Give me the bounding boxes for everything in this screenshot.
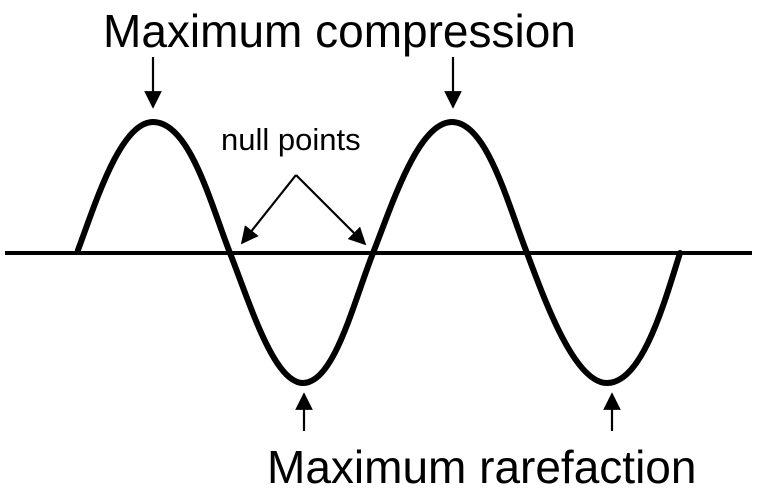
arrow-null-point-left xyxy=(242,175,296,243)
arrow-null-point-right xyxy=(296,175,365,244)
maximum-compression-label: Maximum compression xyxy=(103,5,576,57)
maximum-rarefaction-label: Maximum rarefaction xyxy=(267,441,697,493)
null-points-label: null points xyxy=(221,122,361,157)
